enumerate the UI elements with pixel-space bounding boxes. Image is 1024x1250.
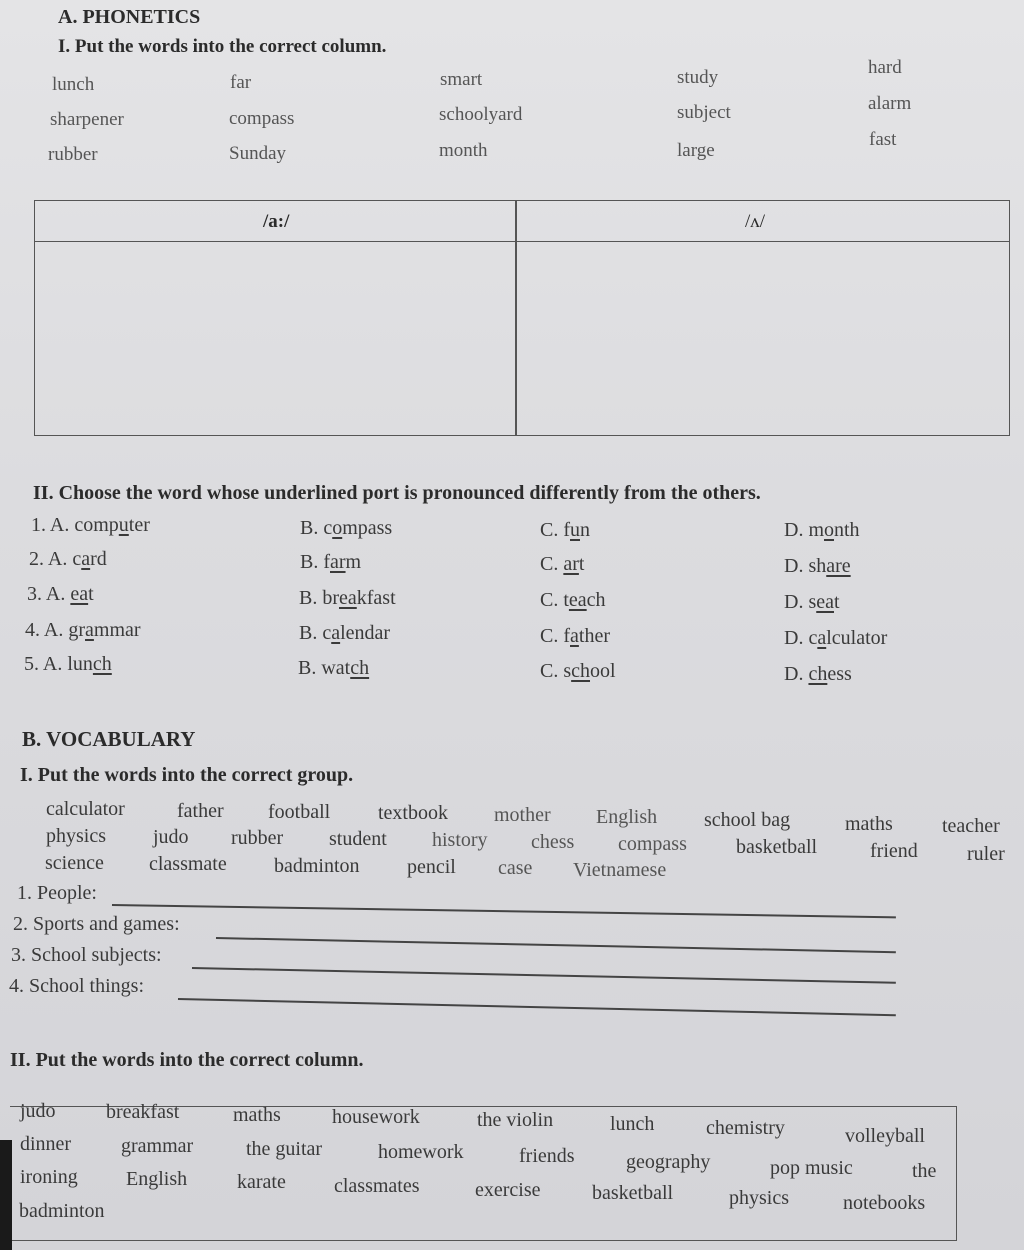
phonetics-table xyxy=(34,200,1010,436)
word: compass xyxy=(229,108,295,129)
word: badminton xyxy=(19,1200,105,1222)
column-header-uh: /ʌ/ xyxy=(745,211,766,232)
word: school bag xyxy=(704,809,791,831)
word: exercise xyxy=(475,1179,541,1201)
word: rubber xyxy=(48,144,98,165)
question-2-b: B. farm xyxy=(300,551,362,573)
word: volleyball xyxy=(845,1125,925,1147)
word: maths xyxy=(233,1104,281,1126)
word: football xyxy=(268,801,331,823)
word: calculator xyxy=(46,798,125,820)
question-5-a: 5. A. lunch xyxy=(24,653,112,675)
word: chemistry xyxy=(706,1117,785,1139)
word: the guitar xyxy=(246,1138,323,1160)
question-2-c: C. art xyxy=(540,553,585,575)
word: subject xyxy=(677,102,731,123)
word: judo xyxy=(20,1100,56,1122)
question-5-c: C. school xyxy=(540,660,616,682)
word: compass xyxy=(618,833,687,855)
word: basketball xyxy=(592,1182,674,1204)
word: breakfast xyxy=(106,1101,180,1123)
word: teacher xyxy=(942,815,1000,837)
word: Vietnamese xyxy=(573,859,667,881)
word: geography xyxy=(626,1151,711,1173)
word: homework xyxy=(378,1141,464,1163)
answer-line[interactable] xyxy=(112,904,896,918)
question-1-b: B. compass xyxy=(300,517,393,539)
word: pencil xyxy=(407,856,456,878)
word: mother xyxy=(494,804,551,826)
word: smart xyxy=(440,69,483,90)
answer-line[interactable] xyxy=(192,967,896,983)
group-label-people: 1. People: xyxy=(17,882,97,904)
word: judo xyxy=(153,826,189,848)
question-2-a: 2. A. card xyxy=(29,548,107,570)
word: large xyxy=(677,140,715,161)
question-3-d: D. seat xyxy=(784,591,840,613)
table-header-row xyxy=(35,201,1009,242)
answer-line[interactable] xyxy=(178,998,896,1016)
question-3-a: 3. A. eat xyxy=(27,583,94,605)
word: fast xyxy=(869,129,897,150)
word: grammar xyxy=(121,1135,194,1157)
word: physics xyxy=(729,1187,789,1209)
question-1-c: C. fun xyxy=(540,519,590,541)
part1-title: I. Put the words into the correct column. xyxy=(58,36,387,57)
word: month xyxy=(439,140,488,161)
word: the violin xyxy=(477,1109,554,1131)
word: rubber xyxy=(231,827,284,849)
word: lunch xyxy=(52,74,95,95)
word: ironing xyxy=(20,1166,78,1188)
word: housework xyxy=(332,1106,420,1128)
question-4-d: D. calculator xyxy=(784,627,888,649)
question-5-d: D. chess xyxy=(784,663,852,685)
question-4-a: 4. A. grammar xyxy=(25,619,141,641)
word: English xyxy=(596,806,658,828)
word: father xyxy=(177,800,224,822)
word: history xyxy=(432,829,488,851)
page-edge-shadow xyxy=(0,1140,12,1250)
vocab2-title: II. Put the words into the correct column. xyxy=(10,1049,364,1071)
column-header-a: /a:/ xyxy=(263,211,290,232)
word: alarm xyxy=(868,93,912,114)
word: notebooks xyxy=(843,1192,926,1214)
word: study xyxy=(677,67,719,88)
word: physics xyxy=(46,825,106,847)
word: far xyxy=(230,72,252,93)
question-2-d: D. share xyxy=(784,555,851,577)
word: student xyxy=(329,828,387,850)
question-1-d: D. month xyxy=(784,519,860,541)
section-a-title: A. PHONETICS xyxy=(58,6,201,28)
word: chess xyxy=(531,831,575,853)
question-5-b: B. watch xyxy=(298,657,370,679)
column-divider xyxy=(515,201,517,435)
group-label-sports: 2. Sports and games: xyxy=(13,913,180,935)
word: English xyxy=(126,1168,188,1190)
word: pop music xyxy=(770,1157,853,1179)
group-label-subjects: 3. School subjects: xyxy=(11,944,162,966)
vocab1-title: I. Put the words into the correct group. xyxy=(20,764,354,786)
question-4-c: C. father xyxy=(540,625,610,647)
word: friends xyxy=(519,1145,575,1167)
word: Sunday xyxy=(229,143,286,164)
word: science xyxy=(45,852,104,874)
group-label-things: 4. School things: xyxy=(9,975,145,997)
word: sharpener xyxy=(50,109,124,130)
answer-line[interactable] xyxy=(216,937,896,953)
word: textbook xyxy=(378,802,448,824)
question-3-c: C. teach xyxy=(540,589,606,611)
word: friend xyxy=(870,840,918,862)
word: ruler xyxy=(967,843,1005,865)
word: karate xyxy=(237,1171,286,1193)
word: badminton xyxy=(274,855,360,877)
word: classmate xyxy=(149,853,227,875)
word: schoolyard xyxy=(439,104,523,125)
part2-title: II. Choose the word whose underlined port is pronounced differently from the others. xyxy=(33,482,761,504)
word: lunch xyxy=(610,1113,655,1135)
question-4-b: B. calendar xyxy=(299,622,391,644)
word: case xyxy=(498,857,533,879)
question-3-b: B. breakfast xyxy=(299,587,396,609)
word: hard xyxy=(868,57,902,78)
word: basketball xyxy=(736,836,818,858)
word: dinner xyxy=(20,1133,72,1155)
word: classmates xyxy=(334,1175,420,1197)
word: maths xyxy=(845,813,893,835)
word: the xyxy=(912,1160,937,1182)
section-b-title: B. VOCABULARY xyxy=(22,727,196,751)
question-1-a: 1. A. computer xyxy=(31,514,150,536)
